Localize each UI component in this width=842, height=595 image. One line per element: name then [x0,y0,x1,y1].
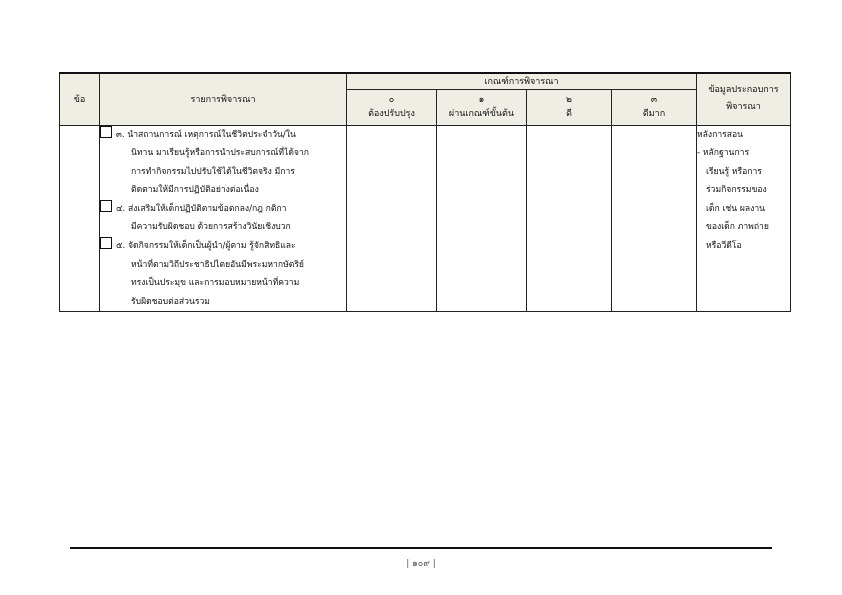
list-item [100,200,346,237]
info-line: หลังการสอน [697,129,744,140]
header-level-2: ๒ ดี [527,89,612,125]
checkbox[interactable] [100,237,112,249]
evaluation-table [59,72,791,312]
footer-divider [70,547,772,549]
level-0-cell [347,125,437,312]
item-text: ๕. จัดกิจกรรมให้เด็กเป็นผู้นำ/ผู้ตาม รู้จักสิทธิและ [116,241,296,252]
header-criteria: เกณฑ์การพิจารณา [347,73,697,89]
list-item [100,126,346,200]
item-text: การทำกิจกรรมไปปรับใช้ได้ในชีวิตจริง มีการ [131,166,295,177]
no-cell [60,125,100,312]
item-text: นิทาน มาเรียนรู้หรือการนำประสบการณ์ที่ได้จาก [131,148,309,159]
page-number: | ๑๐๙ | [406,559,436,569]
item-text: ๔. ส่งเสริมให้เด็กปฏิบัติตามข้อตกลง/กฎ กติกา [116,203,287,214]
table-row [60,125,791,312]
header-level-3: ๓ ดีมาก [612,89,697,125]
items-cell [100,125,347,312]
info-line: - หลักฐานการ [697,148,750,159]
level-2-cell [527,125,612,312]
info-line: หรือวีดีโอ [706,241,742,252]
header-level-0: ๐ ต้องปรับปรุง [347,89,437,125]
checkbox[interactable] [100,200,112,212]
info-line: เรียนรู้ หรือการ [706,166,762,177]
header-no: ข้อ [60,73,100,125]
info-line: ของเด็ก ภาพถ่าย [706,222,769,233]
item-text: ๓. นำสถานการณ์ เหตุการณ์ในชีวิตประจำวัน/ใน [116,129,296,140]
item-text: ทรงเป็นประมุข และการมอบหมายหน้าที่ความ [131,278,300,289]
item-text: หน้าที่ตามวิถีประชาธิปไตยอันมีพระมหากษัตริย์ [131,259,304,270]
header-items: รายการพิจารณา [100,73,347,125]
item-text: มีความรับผิดชอบ ด้วยการสร้างวินัยเชิงบวก [131,222,291,233]
item-text: ติดตามให้มีการปฏิบัติอย่างต่อเนื่อง [131,185,259,196]
info-cell [697,125,791,312]
checkbox[interactable] [100,126,112,138]
info-line: เด็ก เช่น ผลงาน [706,203,766,214]
header-info: ข้อมูลประกอบการพิจารณา [697,73,791,125]
header-level-1: ๑ ผ่านเกณฑ์ขั้นต้น [437,89,527,125]
info-line: ร่วมกิจกรรมของ [706,185,767,196]
level-1-cell [437,125,527,312]
level-3-cell [612,125,697,312]
list-item [100,237,346,311]
item-text: รับผิดชอบต่อส่วนรวม [131,296,210,307]
